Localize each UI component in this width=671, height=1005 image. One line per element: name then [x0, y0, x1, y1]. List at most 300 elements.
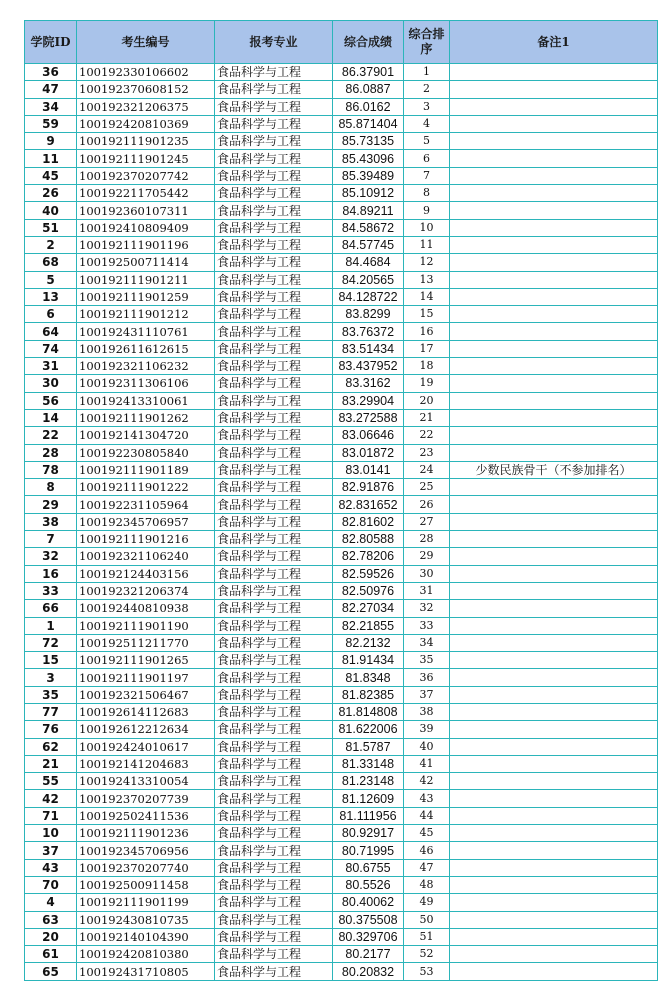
college-id-cell[interactable]: 21: [25, 755, 77, 772]
college-id-cell[interactable]: 40: [25, 202, 77, 219]
header-rank[interactable]: 综合排序: [404, 21, 450, 64]
college-id-cell[interactable]: 70: [25, 876, 77, 893]
note-cell[interactable]: [450, 202, 658, 219]
major-cell[interactable]: 食品科学与工程: [215, 807, 333, 824]
score-cell[interactable]: 83.0141: [333, 461, 404, 478]
candidate-no-cell[interactable]: 100192511211770: [77, 634, 215, 651]
major-cell[interactable]: 食品科学与工程: [215, 288, 333, 305]
college-id-cell[interactable]: 45: [25, 167, 77, 184]
college-id-cell[interactable]: 71: [25, 807, 77, 824]
candidate-no-cell[interactable]: 100192111901245: [77, 150, 215, 167]
rank-cell[interactable]: 28: [404, 531, 450, 548]
candidate-no-cell[interactable]: 100192345706956: [77, 842, 215, 859]
major-cell[interactable]: 食品科学与工程: [215, 150, 333, 167]
score-cell[interactable]: 82.81602: [333, 513, 404, 530]
major-cell[interactable]: 食品科学与工程: [215, 911, 333, 928]
candidate-no-cell[interactable]: 100192413310061: [77, 392, 215, 409]
score-cell[interactable]: 82.50976: [333, 582, 404, 599]
rank-cell[interactable]: 25: [404, 479, 450, 496]
college-id-cell[interactable]: 59: [25, 115, 77, 132]
major-cell[interactable]: 食品科学与工程: [215, 686, 333, 703]
note-cell[interactable]: [450, 928, 658, 945]
score-cell[interactable]: 80.5526: [333, 876, 404, 893]
note-cell[interactable]: [450, 600, 658, 617]
major-cell[interactable]: 食品科学与工程: [215, 306, 333, 323]
score-cell[interactable]: 80.375508: [333, 911, 404, 928]
score-cell[interactable]: 82.91876: [333, 479, 404, 496]
major-cell[interactable]: 食品科学与工程: [215, 928, 333, 945]
rank-cell[interactable]: 38: [404, 703, 450, 720]
rank-cell[interactable]: 39: [404, 721, 450, 738]
note-cell[interactable]: [450, 565, 658, 582]
note-cell[interactable]: [450, 703, 658, 720]
rank-cell[interactable]: 45: [404, 825, 450, 842]
major-cell[interactable]: 食品科学与工程: [215, 219, 333, 236]
college-id-cell[interactable]: 47: [25, 81, 77, 98]
candidate-no-cell[interactable]: 100192370207739: [77, 790, 215, 807]
rank-cell[interactable]: 5: [404, 133, 450, 150]
candidate-no-cell[interactable]: 100192614112683: [77, 703, 215, 720]
candidate-no-cell[interactable]: 100192111901222: [77, 479, 215, 496]
note-cell[interactable]: [450, 358, 658, 375]
score-cell[interactable]: 80.2177: [333, 946, 404, 963]
note-cell[interactable]: [450, 582, 658, 599]
candidate-no-cell[interactable]: 100192111901259: [77, 288, 215, 305]
college-id-cell[interactable]: 76: [25, 721, 77, 738]
score-cell[interactable]: 83.29904: [333, 392, 404, 409]
college-id-cell[interactable]: 29: [25, 496, 77, 513]
note-cell[interactable]: [450, 721, 658, 738]
major-cell[interactable]: 食品科学与工程: [215, 64, 333, 81]
note-cell[interactable]: [450, 115, 658, 132]
major-cell[interactable]: 食品科学与工程: [215, 755, 333, 772]
college-id-cell[interactable]: 11: [25, 150, 77, 167]
candidate-no-cell[interactable]: 100192500711414: [77, 254, 215, 271]
major-cell[interactable]: 食品科学与工程: [215, 825, 333, 842]
college-id-cell[interactable]: 26: [25, 185, 77, 202]
note-cell[interactable]: [450, 444, 658, 461]
major-cell[interactable]: 食品科学与工程: [215, 859, 333, 876]
score-cell[interactable]: 81.23148: [333, 773, 404, 790]
candidate-no-cell[interactable]: 100192431110761: [77, 323, 215, 340]
score-cell[interactable]: 84.20565: [333, 271, 404, 288]
college-id-cell[interactable]: 64: [25, 323, 77, 340]
candidate-no-cell[interactable]: 100192611612615: [77, 340, 215, 357]
major-cell[interactable]: 食品科学与工程: [215, 617, 333, 634]
rank-cell[interactable]: 52: [404, 946, 450, 963]
note-cell[interactable]: [450, 479, 658, 496]
score-cell[interactable]: 82.80588: [333, 531, 404, 548]
candidate-no-cell[interactable]: 100192440810938: [77, 600, 215, 617]
note-cell[interactable]: [450, 185, 658, 202]
score-cell[interactable]: 80.40062: [333, 894, 404, 911]
candidate-no-cell[interactable]: 100192370207740: [77, 859, 215, 876]
note-cell[interactable]: [450, 755, 658, 772]
major-cell[interactable]: 食品科学与工程: [215, 894, 333, 911]
rank-cell[interactable]: 13: [404, 271, 450, 288]
college-id-cell[interactable]: 66: [25, 600, 77, 617]
score-cell[interactable]: 82.2132: [333, 634, 404, 651]
score-cell[interactable]: 81.91434: [333, 652, 404, 669]
major-cell[interactable]: 食品科学与工程: [215, 669, 333, 686]
candidate-no-cell[interactable]: 100192111901216: [77, 531, 215, 548]
college-id-cell[interactable]: 33: [25, 582, 77, 599]
major-cell[interactable]: 食品科学与工程: [215, 375, 333, 392]
major-cell[interactable]: 食品科学与工程: [215, 548, 333, 565]
major-cell[interactable]: 食品科学与工程: [215, 427, 333, 444]
note-cell[interactable]: [450, 236, 658, 253]
rank-cell[interactable]: 46: [404, 842, 450, 859]
candidate-no-cell[interactable]: 100192370207742: [77, 167, 215, 184]
rank-cell[interactable]: 44: [404, 807, 450, 824]
rank-cell[interactable]: 35: [404, 652, 450, 669]
rank-cell[interactable]: 1: [404, 64, 450, 81]
score-cell[interactable]: 83.437952: [333, 358, 404, 375]
major-cell[interactable]: 食品科学与工程: [215, 963, 333, 980]
rank-cell[interactable]: 11: [404, 236, 450, 253]
major-cell[interactable]: 食品科学与工程: [215, 340, 333, 357]
candidate-no-cell[interactable]: 100192321206375: [77, 98, 215, 115]
candidate-no-cell[interactable]: 100192111901236: [77, 825, 215, 842]
score-cell[interactable]: 86.0887: [333, 81, 404, 98]
rank-cell[interactable]: 16: [404, 323, 450, 340]
rank-cell[interactable]: 6: [404, 150, 450, 167]
major-cell[interactable]: 食品科学与工程: [215, 461, 333, 478]
college-id-cell[interactable]: 63: [25, 911, 77, 928]
college-id-cell[interactable]: 3: [25, 669, 77, 686]
score-cell[interactable]: 86.0162: [333, 98, 404, 115]
college-id-cell[interactable]: 16: [25, 565, 77, 582]
candidate-no-cell[interactable]: 100192500911458: [77, 876, 215, 893]
note-cell[interactable]: [450, 254, 658, 271]
college-id-cell[interactable]: 7: [25, 531, 77, 548]
candidate-no-cell[interactable]: 100192321506467: [77, 686, 215, 703]
college-id-cell[interactable]: 10: [25, 825, 77, 842]
college-id-cell[interactable]: 68: [25, 254, 77, 271]
rank-cell[interactable]: 49: [404, 894, 450, 911]
candidate-no-cell[interactable]: 100192111901212: [77, 306, 215, 323]
major-cell[interactable]: 食品科学与工程: [215, 358, 333, 375]
note-cell[interactable]: [450, 409, 658, 426]
note-cell[interactable]: [450, 911, 658, 928]
rank-cell[interactable]: 27: [404, 513, 450, 530]
college-id-cell[interactable]: 30: [25, 375, 77, 392]
header-note[interactable]: 备注1: [450, 21, 658, 64]
score-cell[interactable]: 83.76372: [333, 323, 404, 340]
major-cell[interactable]: 食品科学与工程: [215, 133, 333, 150]
candidate-no-cell[interactable]: 100192321206374: [77, 582, 215, 599]
rank-cell[interactable]: 19: [404, 375, 450, 392]
rank-cell[interactable]: 23: [404, 444, 450, 461]
note-cell[interactable]: [450, 652, 658, 669]
candidate-no-cell[interactable]: 100192141204683: [77, 755, 215, 772]
note-cell[interactable]: [450, 306, 658, 323]
candidate-no-cell[interactable]: 100192111901189: [77, 461, 215, 478]
college-id-cell[interactable]: 34: [25, 98, 77, 115]
college-id-cell[interactable]: 62: [25, 738, 77, 755]
score-cell[interactable]: 85.10912: [333, 185, 404, 202]
college-id-cell[interactable]: 61: [25, 946, 77, 963]
college-id-cell[interactable]: 42: [25, 790, 77, 807]
college-id-cell[interactable]: 65: [25, 963, 77, 980]
score-cell[interactable]: 84.4684: [333, 254, 404, 271]
rank-cell[interactable]: 10: [404, 219, 450, 236]
candidate-no-cell[interactable]: 100192311306106: [77, 375, 215, 392]
candidate-no-cell[interactable]: 100192370608152: [77, 81, 215, 98]
candidate-no-cell[interactable]: 100192230805840: [77, 444, 215, 461]
candidate-no-cell[interactable]: 100192111901190: [77, 617, 215, 634]
candidate-no-cell[interactable]: 100192124403156: [77, 565, 215, 582]
score-cell[interactable]: 82.831652: [333, 496, 404, 513]
note-cell[interactable]: [450, 150, 658, 167]
rank-cell[interactable]: 14: [404, 288, 450, 305]
note-cell[interactable]: [450, 669, 658, 686]
rank-cell[interactable]: 48: [404, 876, 450, 893]
college-id-cell[interactable]: 77: [25, 703, 77, 720]
candidate-no-cell[interactable]: 100192431710805: [77, 963, 215, 980]
college-id-cell[interactable]: 56: [25, 392, 77, 409]
note-cell[interactable]: [450, 634, 658, 651]
candidate-no-cell[interactable]: 100192430810735: [77, 911, 215, 928]
college-id-cell[interactable]: 28: [25, 444, 77, 461]
rank-cell[interactable]: 53: [404, 963, 450, 980]
major-cell[interactable]: 食品科学与工程: [215, 634, 333, 651]
score-cell[interactable]: 84.58672: [333, 219, 404, 236]
score-cell[interactable]: 84.57745: [333, 236, 404, 253]
candidate-no-cell[interactable]: 100192321106240: [77, 548, 215, 565]
major-cell[interactable]: 食品科学与工程: [215, 444, 333, 461]
note-cell[interactable]: [450, 167, 658, 184]
note-cell[interactable]: [450, 686, 658, 703]
score-cell[interactable]: 84.128722: [333, 288, 404, 305]
candidate-no-cell[interactable]: 100192111901211: [77, 271, 215, 288]
score-cell[interactable]: 81.622006: [333, 721, 404, 738]
note-cell[interactable]: [450, 133, 658, 150]
header-candidate-no[interactable]: 考生编号: [77, 21, 215, 64]
rank-cell[interactable]: 41: [404, 755, 450, 772]
score-cell[interactable]: 85.39489: [333, 167, 404, 184]
college-id-cell[interactable]: 20: [25, 928, 77, 945]
college-id-cell[interactable]: 9: [25, 133, 77, 150]
rank-cell[interactable]: 9: [404, 202, 450, 219]
rank-cell[interactable]: 34: [404, 634, 450, 651]
major-cell[interactable]: 食品科学与工程: [215, 703, 333, 720]
rank-cell[interactable]: 12: [404, 254, 450, 271]
rank-cell[interactable]: 42: [404, 773, 450, 790]
note-cell[interactable]: [450, 340, 658, 357]
major-cell[interactable]: 食品科学与工程: [215, 946, 333, 963]
rank-cell[interactable]: 15: [404, 306, 450, 323]
note-cell[interactable]: [450, 496, 658, 513]
college-id-cell[interactable]: 14: [25, 409, 77, 426]
score-cell[interactable]: 81.5787: [333, 738, 404, 755]
college-id-cell[interactable]: 15: [25, 652, 77, 669]
score-cell[interactable]: 81.33148: [333, 755, 404, 772]
major-cell[interactable]: 食品科学与工程: [215, 185, 333, 202]
rank-cell[interactable]: 21: [404, 409, 450, 426]
header-score[interactable]: 综合成绩: [333, 21, 404, 64]
rank-cell[interactable]: 51: [404, 928, 450, 945]
score-cell[interactable]: 82.21855: [333, 617, 404, 634]
rank-cell[interactable]: 3: [404, 98, 450, 115]
major-cell[interactable]: 食品科学与工程: [215, 721, 333, 738]
college-id-cell[interactable]: 2: [25, 236, 77, 253]
college-id-cell[interactable]: 78: [25, 461, 77, 478]
major-cell[interactable]: 食品科学与工程: [215, 271, 333, 288]
major-cell[interactable]: 食品科学与工程: [215, 98, 333, 115]
candidate-no-cell[interactable]: 100192360107311: [77, 202, 215, 219]
note-cell[interactable]: [450, 98, 658, 115]
college-id-cell[interactable]: 36: [25, 64, 77, 81]
rank-cell[interactable]: 50: [404, 911, 450, 928]
note-cell[interactable]: [450, 427, 658, 444]
note-cell[interactable]: [450, 392, 658, 409]
score-cell[interactable]: 83.3162: [333, 375, 404, 392]
candidate-no-cell[interactable]: 100192424010617: [77, 738, 215, 755]
major-cell[interactable]: 食品科学与工程: [215, 323, 333, 340]
candidate-no-cell[interactable]: 100192502411536: [77, 807, 215, 824]
major-cell[interactable]: 食品科学与工程: [215, 496, 333, 513]
rank-cell[interactable]: 24: [404, 461, 450, 478]
header-major[interactable]: 报考专业: [215, 21, 333, 64]
major-cell[interactable]: 食品科学与工程: [215, 738, 333, 755]
note-cell[interactable]: [450, 271, 658, 288]
major-cell[interactable]: 食品科学与工程: [215, 409, 333, 426]
major-cell[interactable]: 食品科学与工程: [215, 773, 333, 790]
score-cell[interactable]: 81.82385: [333, 686, 404, 703]
rank-cell[interactable]: 17: [404, 340, 450, 357]
candidate-no-cell[interactable]: 100192612212634: [77, 721, 215, 738]
rank-cell[interactable]: 37: [404, 686, 450, 703]
header-college-id[interactable]: 学院ID: [25, 21, 77, 64]
college-id-cell[interactable]: 6: [25, 306, 77, 323]
rank-cell[interactable]: 18: [404, 358, 450, 375]
candidate-no-cell[interactable]: 100192420810369: [77, 115, 215, 132]
candidate-no-cell[interactable]: 100192111901199: [77, 894, 215, 911]
rank-cell[interactable]: 7: [404, 167, 450, 184]
rank-cell[interactable]: 43: [404, 790, 450, 807]
score-cell[interactable]: 85.73135: [333, 133, 404, 150]
major-cell[interactable]: 食品科学与工程: [215, 582, 333, 599]
major-cell[interactable]: 食品科学与工程: [215, 236, 333, 253]
rank-cell[interactable]: 22: [404, 427, 450, 444]
note-cell[interactable]: [450, 288, 658, 305]
rank-cell[interactable]: 29: [404, 548, 450, 565]
note-cell[interactable]: [450, 773, 658, 790]
score-cell[interactable]: 82.27034: [333, 600, 404, 617]
candidate-no-cell[interactable]: 100192111901265: [77, 652, 215, 669]
college-id-cell[interactable]: 13: [25, 288, 77, 305]
college-id-cell[interactable]: 38: [25, 513, 77, 530]
candidate-no-cell[interactable]: 100192413310054: [77, 773, 215, 790]
college-id-cell[interactable]: 72: [25, 634, 77, 651]
candidate-no-cell[interactable]: 100192211705442: [77, 185, 215, 202]
score-cell[interactable]: 80.71995: [333, 842, 404, 859]
note-cell[interactable]: [450, 825, 658, 842]
college-id-cell[interactable]: 31: [25, 358, 77, 375]
major-cell[interactable]: 食品科学与工程: [215, 115, 333, 132]
college-id-cell[interactable]: 35: [25, 686, 77, 703]
note-cell[interactable]: [450, 894, 658, 911]
note-cell[interactable]: [450, 876, 658, 893]
college-id-cell[interactable]: 55: [25, 773, 77, 790]
candidate-no-cell[interactable]: 100192140104390: [77, 928, 215, 945]
major-cell[interactable]: 食品科学与工程: [215, 81, 333, 98]
score-cell[interactable]: 81.8348: [333, 669, 404, 686]
note-cell[interactable]: [450, 531, 658, 548]
score-cell[interactable]: 83.51434: [333, 340, 404, 357]
note-cell[interactable]: [450, 375, 658, 392]
rank-cell[interactable]: 31: [404, 582, 450, 599]
college-id-cell[interactable]: 51: [25, 219, 77, 236]
note-cell[interactable]: [450, 807, 658, 824]
note-cell[interactable]: [450, 219, 658, 236]
candidate-no-cell[interactable]: 100192111901235: [77, 133, 215, 150]
score-cell[interactable]: 85.871404: [333, 115, 404, 132]
score-cell[interactable]: 80.92917: [333, 825, 404, 842]
score-cell[interactable]: 83.06646: [333, 427, 404, 444]
candidate-no-cell[interactable]: 100192141304720: [77, 427, 215, 444]
note-cell[interactable]: [450, 64, 658, 81]
candidate-no-cell[interactable]: 100192231105964: [77, 496, 215, 513]
college-id-cell[interactable]: 32: [25, 548, 77, 565]
score-cell[interactable]: 81.111956: [333, 807, 404, 824]
rank-cell[interactable]: 33: [404, 617, 450, 634]
major-cell[interactable]: 食品科学与工程: [215, 790, 333, 807]
candidate-no-cell[interactable]: 100192410809409: [77, 219, 215, 236]
note-cell[interactable]: [450, 946, 658, 963]
note-cell[interactable]: [450, 548, 658, 565]
score-cell[interactable]: 83.8299: [333, 306, 404, 323]
major-cell[interactable]: 食品科学与工程: [215, 513, 333, 530]
score-cell[interactable]: 80.6755: [333, 859, 404, 876]
candidate-no-cell[interactable]: 100192111901197: [77, 669, 215, 686]
score-cell[interactable]: 80.20832: [333, 963, 404, 980]
rank-cell[interactable]: 40: [404, 738, 450, 755]
note-cell[interactable]: [450, 790, 658, 807]
rank-cell[interactable]: 30: [404, 565, 450, 582]
college-id-cell[interactable]: 8: [25, 479, 77, 496]
note-cell[interactable]: [450, 617, 658, 634]
major-cell[interactable]: 食品科学与工程: [215, 202, 333, 219]
college-id-cell[interactable]: 43: [25, 859, 77, 876]
rank-cell[interactable]: 4: [404, 115, 450, 132]
note-cell[interactable]: [450, 738, 658, 755]
score-cell[interactable]: 82.78206: [333, 548, 404, 565]
college-id-cell[interactable]: 22: [25, 427, 77, 444]
college-id-cell[interactable]: 4: [25, 894, 77, 911]
college-id-cell[interactable]: 37: [25, 842, 77, 859]
college-id-cell[interactable]: 5: [25, 271, 77, 288]
note-cell[interactable]: [450, 842, 658, 859]
score-cell[interactable]: 81.12609: [333, 790, 404, 807]
note-cell[interactable]: [450, 963, 658, 980]
major-cell[interactable]: 食品科学与工程: [215, 876, 333, 893]
score-cell[interactable]: 83.01872: [333, 444, 404, 461]
candidate-no-cell[interactable]: 100192111901262: [77, 409, 215, 426]
candidate-no-cell[interactable]: 100192345706957: [77, 513, 215, 530]
rank-cell[interactable]: 47: [404, 859, 450, 876]
major-cell[interactable]: 食品科学与工程: [215, 600, 333, 617]
rank-cell[interactable]: 26: [404, 496, 450, 513]
score-cell[interactable]: 81.814808: [333, 703, 404, 720]
candidate-no-cell[interactable]: 100192420810380: [77, 946, 215, 963]
rank-cell[interactable]: 32: [404, 600, 450, 617]
major-cell[interactable]: 食品科学与工程: [215, 167, 333, 184]
major-cell[interactable]: 食品科学与工程: [215, 565, 333, 582]
rank-cell[interactable]: 36: [404, 669, 450, 686]
note-cell[interactable]: 少数民族骨干（不参加排名）: [450, 461, 658, 478]
